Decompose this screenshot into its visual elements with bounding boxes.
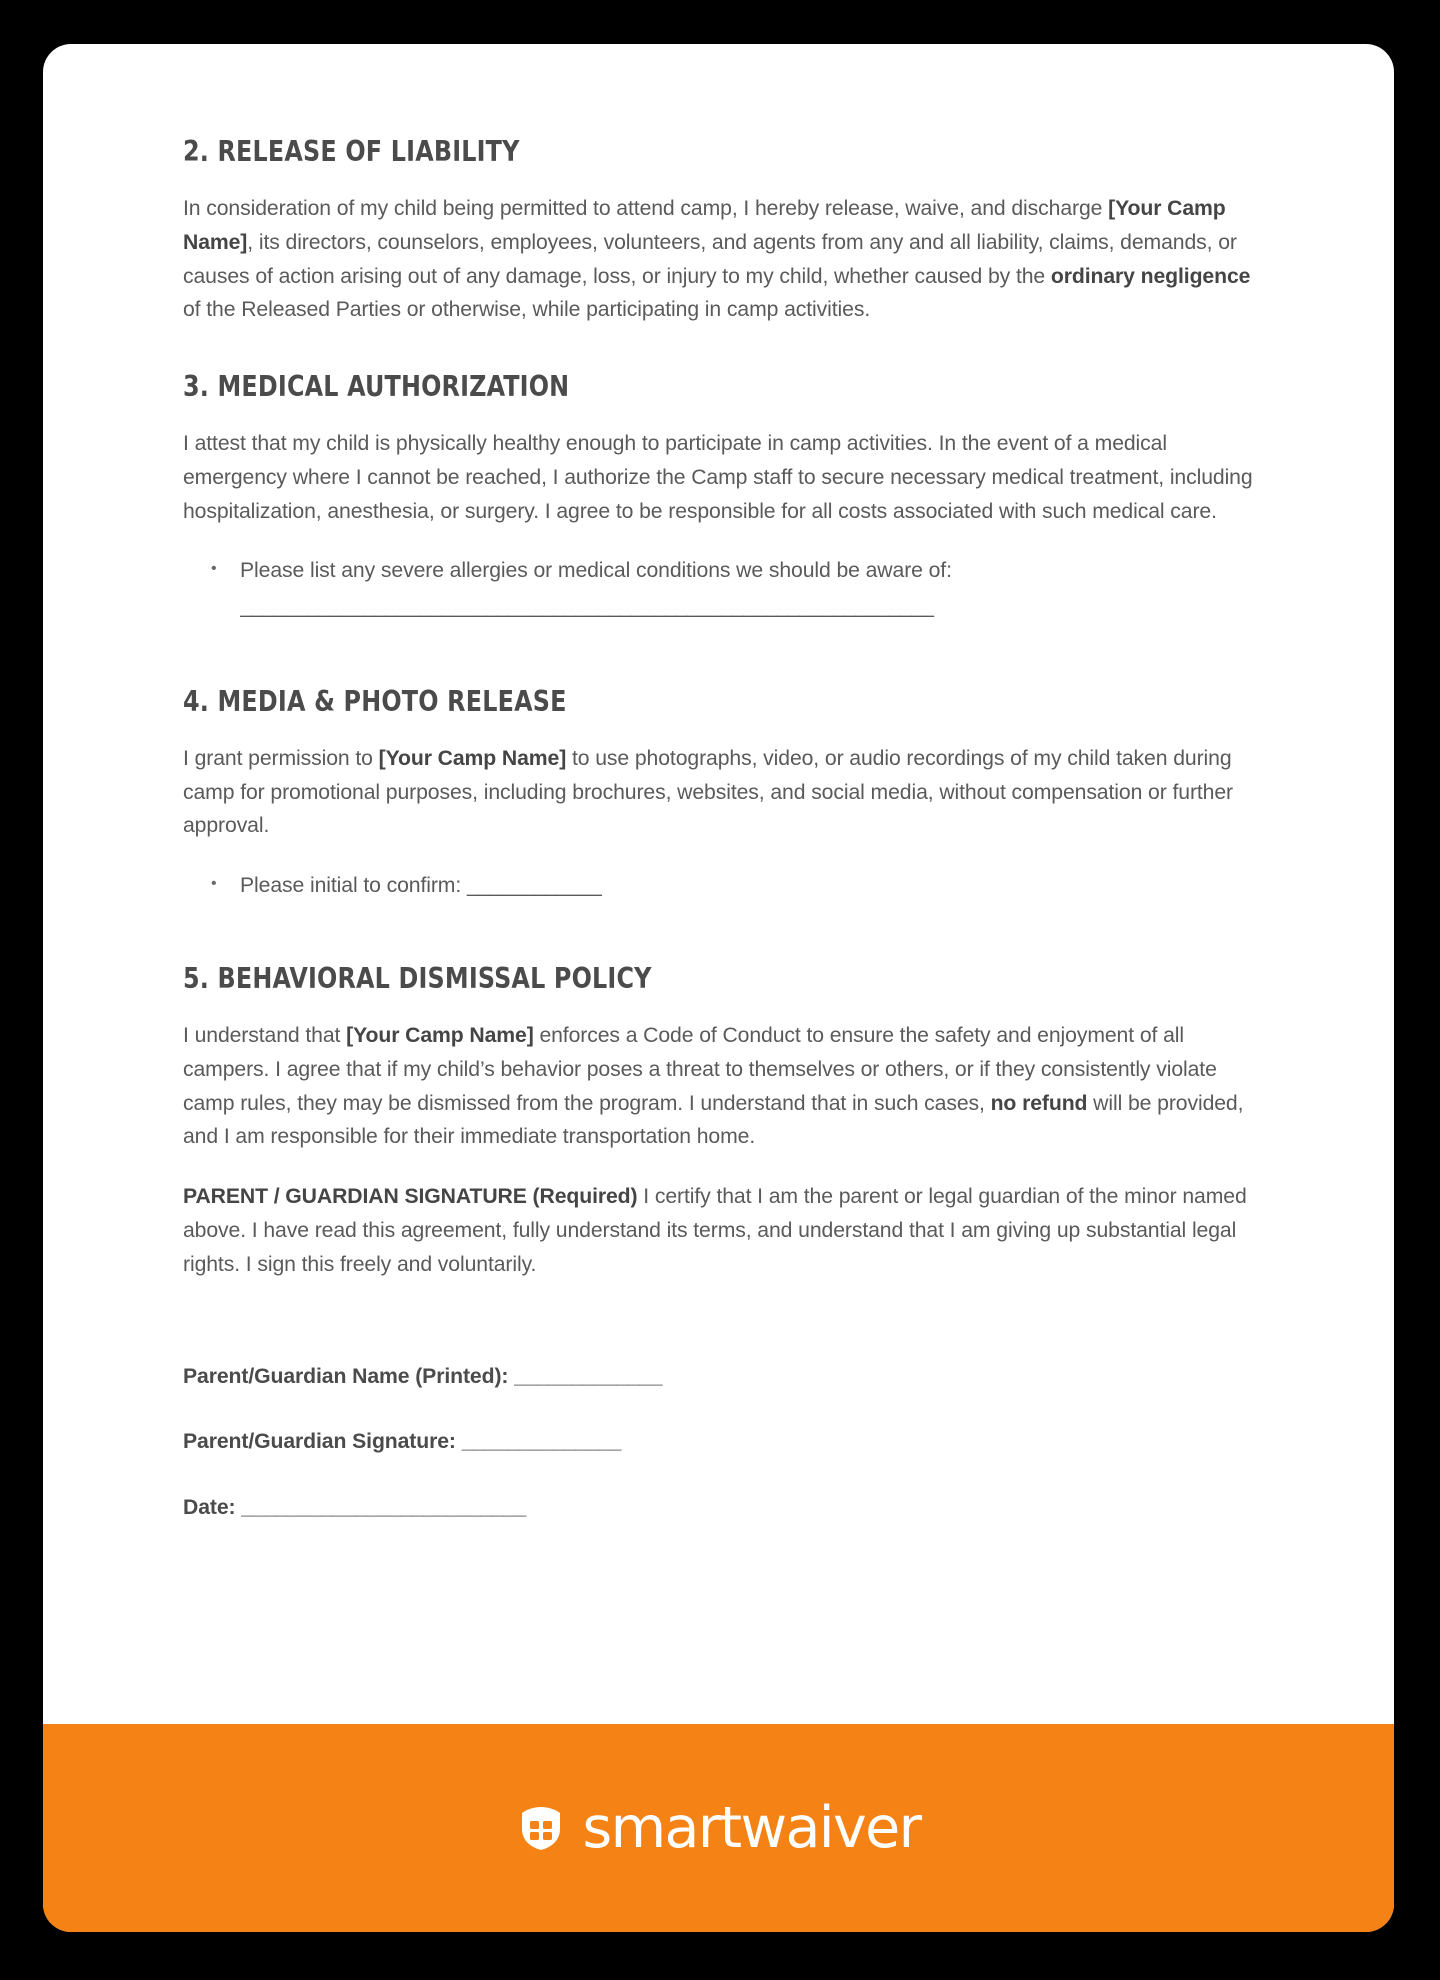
section-medical-authorization	[183, 371, 1254, 624]
field-parent-guardian-name	[183, 1360, 1254, 1394]
paragraph-release-of-liability	[183, 192, 1254, 327]
text-run: to use photographs, video, or audio recordings of my child taken during camp for promotional purposes, including brochures, websites, and social media, without compensation or further approval.	[183, 746, 1234, 838]
fill-in-blank-initials[interactable]: ____________	[466, 874, 602, 898]
field-blank-line[interactable]: _____________	[514, 1364, 663, 1388]
text-run-bold: [Your Camp Name]	[346, 1023, 534, 1047]
text-run-bold: no refund	[990, 1091, 1088, 1115]
field-blank-line[interactable]: ______________	[461, 1430, 622, 1454]
section-heading-media-photo-release: 4. MEDIA & PHOTO RELEASE	[183, 684, 567, 718]
field-label: Parent/Guardian Signature:	[183, 1430, 462, 1454]
list-item	[183, 869, 1254, 903]
signature-field-group	[183, 1360, 1254, 1525]
text-run-bold: ordinary negligence	[1050, 264, 1251, 288]
field-blank-line[interactable]: _________________________	[241, 1496, 526, 1520]
paragraph-medical-authorization	[183, 427, 1254, 528]
text-run-bold: [Your Camp Name]	[378, 746, 567, 770]
text-run: In consideration of my child being permitted to attend camp, I hereby release, waive, and discharge	[183, 196, 1109, 220]
list-item	[183, 554, 1254, 624]
document-body	[43, 44, 1394, 1724]
text-run: I attest that my child is physically healthy enough to participate in camp activities. In the event of a medical emergency where I cannot be reached, I authorize the Camp staff to secure necessary medical treatment, including hospitalization, anesthesia, or surgery. I agree to be responsible for all costs associated with such medical care.	[183, 432, 1253, 523]
text-run: I grant permission to	[183, 746, 379, 770]
section-heading-medical-authorization: 3. MEDICAL AUTHORIZATION	[183, 370, 570, 404]
waiver-page	[43, 44, 1394, 1932]
field-label: Date:	[183, 1496, 242, 1520]
smartwaiver-shield-icon	[517, 1804, 565, 1852]
brand-wordmark: smartwaiver	[582, 1794, 921, 1861]
section-heading-behavioral-dismissal-policy: 5. BEHAVIORAL DISMISSAL POLICY	[183, 962, 652, 996]
text-run: I understand that	[183, 1023, 347, 1047]
footer-brand-bar	[43, 1724, 1394, 1932]
text-run: of the Released Parties or otherwise, while participating in camp activities.	[183, 298, 871, 322]
paragraph-media-photo-release	[183, 742, 1254, 843]
fill-in-blank-allergies[interactable]: ______________________________________________________________	[240, 595, 934, 619]
bullet-label: Please initial to confirm:	[240, 874, 467, 898]
section-behavioral-dismissal-policy	[183, 963, 1254, 1281]
paragraph-signature-certification	[183, 1180, 1254, 1281]
field-date	[183, 1491, 1254, 1525]
section-release-of-liability	[183, 136, 1254, 327]
section-media-photo-release	[183, 686, 1254, 903]
text-run: I certify that I am the parent or legal guardian of the minor named above. I have read this agreement, fully understand its terms, and understand that I am giving up substantial legal rights. I sign this freely and voluntarily.	[183, 1185, 1247, 1276]
text-run: , its directors, counselors, employees, volunteers, and agents from any and all liability, claims, demands, or causes of action arising out of any damage, loss, or injury to my child, whether caused by the	[183, 230, 1237, 288]
text-run-bold: PARENT / GUARDIAN SIGNATURE (Required)	[183, 1185, 638, 1209]
bullet-list-media	[183, 869, 1254, 903]
text-run: enforces a Code of Conduct to ensure the safety and enjoyment of all campers. I agree that if my child’s behavior poses a threat to themselves or others, or if they consistently violate camp rules, they may be dismissed from the program. I understand that in such cases,	[183, 1023, 1217, 1115]
bullet-list-medical	[183, 554, 1254, 624]
paragraph-behavioral-dismissal-policy	[183, 1019, 1254, 1154]
field-parent-guardian-signature	[183, 1425, 1254, 1459]
text-run: will be provided, and I am responsible for their immediate transportation home.	[183, 1091, 1244, 1149]
section-heading-release-of-liability: 2. RELEASE OF LIABILITY	[183, 135, 520, 168]
bullet-label: Please list any severe allergies or medical conditions we should be aware of:	[240, 559, 952, 583]
field-label: Parent/Guardian Name (Printed):	[183, 1364, 515, 1388]
text-run-bold: [Your Camp Name]	[183, 196, 1226, 254]
